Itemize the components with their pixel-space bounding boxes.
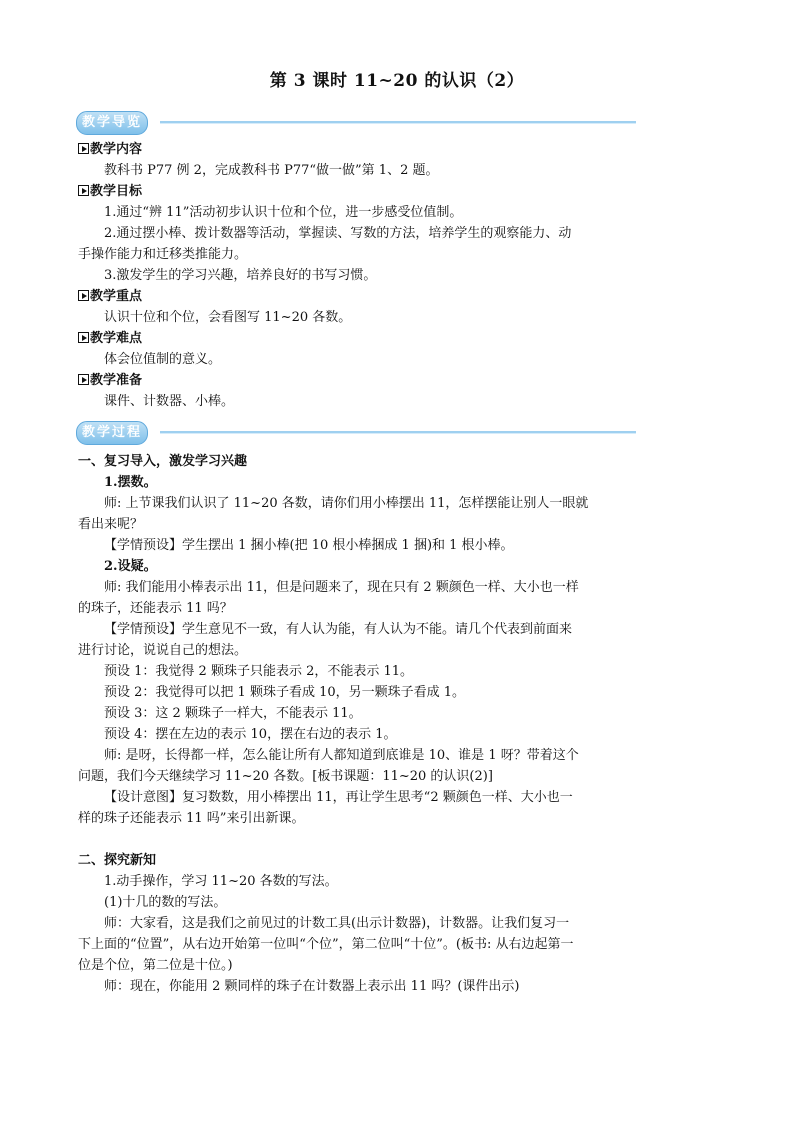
prep-text: 课件、计数器、小棒。 xyxy=(104,394,235,409)
para-4a: 【学情预设】学生意见不一致，有人认为能，有人认为不能。请几个代表到前面来 xyxy=(104,622,573,637)
heading-key: 教学重点 xyxy=(78,287,142,307)
section-banner-process xyxy=(76,421,636,445)
preset-2: 预设 2：我觉得可以把 1 颗珠子看成 10，另一颗珠子看成 1。 xyxy=(104,685,466,700)
goal-1: 1.通过“辨 11”活动初步认识十位和个位，进一步感受位值制。 xyxy=(104,205,463,220)
play-box-icon xyxy=(78,332,89,343)
para-5a: 师: 是呀，长得都一样，怎么能让所有人都知道到底谁是 10、谁是 1 呀？带着这个 xyxy=(104,748,579,763)
difficulty-text: 体会位值制的意义。 xyxy=(104,352,222,367)
banner-rule xyxy=(160,431,636,434)
play-box-icon xyxy=(78,185,89,196)
banner-rule xyxy=(160,121,636,124)
para-7b: 下上面的“位置”，从右边开始第一位叫“个位”，第二位叫“十位”。(板书: 从右边起第一 xyxy=(78,937,574,952)
section-banner-guide xyxy=(76,111,636,135)
goal-2a: 2.通过摆小棒、拨计数器等活动，掌握读、写数的方法，培养学生的观察能力、动 xyxy=(104,226,572,241)
para-4b: 进行讨论，说说自己的想法。 xyxy=(78,643,248,658)
section-2-heading: 二、探究新知 xyxy=(78,853,157,868)
subheading-2-1: 1.动手操作，学习 11~20 各数的写法。 xyxy=(104,874,338,889)
para-1b: 看出来呢？ xyxy=(78,517,144,532)
para-6b: 样的珠子还能表示 11 吗”来引出新课。 xyxy=(78,811,305,826)
heading-goals: 教学目标 xyxy=(78,182,142,202)
subheading-2-1-1: (1)十几的数的写法。 xyxy=(104,895,227,910)
banner-label: 教学导览 xyxy=(76,111,148,135)
subheading-2: 2.设疑。 xyxy=(104,559,157,574)
subheading-1: 1.摆数。 xyxy=(104,475,157,490)
para-5b: 问题，我们今天继续学习 11~20 各数。[板书课题：11~20 的认识(2)] xyxy=(78,769,493,784)
para-1a: 师: 上节课我们认识了 11~20 各数，请你们用小棒摆出 11，怎样摆能让别人一眼就 xyxy=(104,496,589,511)
goal-2b: 手操作能力和迁移类推能力。 xyxy=(78,247,248,262)
section-1-heading: 一、复习导入，激发学习兴趣 xyxy=(78,454,248,469)
para-7a: 师：大家看，这是我们之前见过的计数工具(出示计数器)，计数器。让我们复习一 xyxy=(104,916,570,931)
preset-4: 预设 4：摆在左边的表示 10，摆在右边的表示 1。 xyxy=(104,727,397,742)
heading-prep: 教学准备 xyxy=(78,371,142,391)
play-box-icon xyxy=(78,290,89,301)
content-text: 教科书 P77 例 2，完成教科书 P77“做一做”第 1、2 题。 xyxy=(104,163,439,178)
para-3b: 的珠子，还能表示 11 吗？ xyxy=(78,601,233,616)
banner-label: 教学过程 xyxy=(76,421,148,445)
goal-3: 3.激发学生的学习兴趣，培养良好的书写习惯。 xyxy=(104,268,377,283)
preset-1: 预设 1：我觉得 2 颗珠子只能表示 2，不能表示 11。 xyxy=(104,664,414,679)
para-6a: 【设计意图】复习数数，用小棒摆出 11，再让学生思考“2 颗颜色一样、大小也一 xyxy=(104,790,573,805)
heading-content: 教学内容 xyxy=(78,140,142,160)
play-box-icon xyxy=(78,374,89,385)
para-7c: 位是个位，第二位是十位。) xyxy=(78,958,233,973)
heading-difficulty: 教学难点 xyxy=(78,329,142,349)
para-3a: 师: 我们能用小棒表示出 11，但是问题来了，现在只有 2 颗颜色一样、大小也一样 xyxy=(104,580,579,595)
key-text: 认识十位和个位，会看图写 11~20 各数。 xyxy=(104,310,352,325)
para-2: 【学情预设】学生摆出 1 捆小棒(把 10 根小棒捆成 1 捆)和 1 根小棒。 xyxy=(104,538,514,553)
play-box-icon xyxy=(78,143,89,154)
page-title: 第 3 课时 11~20 的认识（2） xyxy=(269,71,525,91)
preset-3: 预设 3：这 2 颗珠子一样大，不能表示 11。 xyxy=(104,706,362,721)
para-8: 师：现在，你能用 2 颗同样的珠子在计数器上表示出 11 吗？(课件出示) xyxy=(104,979,520,994)
